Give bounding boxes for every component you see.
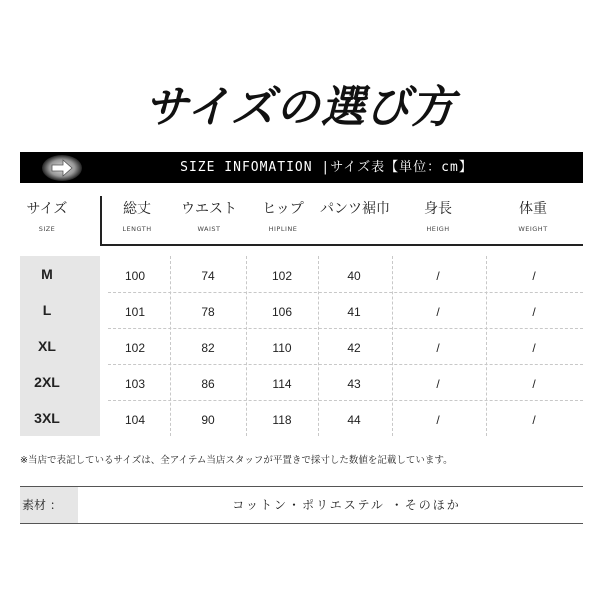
column-divider: [318, 256, 319, 436]
header-length-jp: 総丈: [123, 201, 151, 217]
column-divider: [170, 256, 171, 436]
header-weight-en: WEIGHT: [518, 225, 548, 233]
header-hip-jp: ヒップ: [262, 201, 304, 217]
column-divider: [486, 256, 487, 436]
weight-value: /: [532, 305, 536, 319]
waist-value: 74: [201, 269, 215, 283]
hem-value: 43: [347, 377, 361, 391]
material-value: コットン・ポリエステル ・そのほか: [232, 498, 461, 512]
height-value: /: [436, 341, 440, 355]
column-divider: [392, 256, 393, 436]
length-value: 101: [124, 305, 146, 319]
height-value: /: [436, 413, 440, 427]
header-hip: [248, 200, 318, 244]
length-value: 104: [124, 413, 146, 427]
header-size-en: SIZE: [38, 225, 56, 233]
banner-text: SIZE INFOMATION |サイズ表【単位：cm】: [180, 160, 473, 175]
header-length-en: LENGTH: [122, 225, 152, 233]
weight-value: /: [532, 269, 536, 283]
row-divider: [108, 328, 583, 329]
hem-value: 44: [347, 413, 361, 427]
header-underline: [100, 244, 583, 246]
length-value: 100: [124, 269, 146, 283]
measurement-note: ※当店で表記しているサイズは、全アイテム当店スタッフが平置きで採寸した数値を記載しています。: [20, 455, 453, 466]
header-weight: [490, 200, 576, 244]
header-waist-en: WAIST: [197, 225, 221, 233]
material-label-box: [20, 487, 78, 523]
hem-value: 40: [347, 269, 361, 283]
table-header: [20, 196, 583, 246]
height-value: /: [436, 269, 440, 283]
header-divider: [100, 196, 102, 246]
header-height: [398, 200, 478, 244]
page-title: サイズの選び方: [144, 82, 456, 133]
weight-value: /: [532, 341, 536, 355]
size-label: M: [41, 266, 53, 282]
hem-value: 42: [347, 341, 361, 355]
waist-value: 86: [201, 377, 215, 391]
header-weight-jp: 体重: [519, 201, 547, 217]
row-divider: [108, 364, 583, 365]
header-hem-jp: パンツ裾巾: [320, 201, 390, 217]
waist-value: 82: [201, 341, 215, 355]
hip-value: 114: [272, 377, 292, 391]
size-label: XL: [38, 338, 56, 354]
size-label: 3XL: [34, 410, 60, 426]
hip-value: 102: [271, 269, 293, 283]
length-value: 103: [124, 377, 146, 391]
size-label: L: [42, 302, 52, 318]
header-hem: [318, 200, 392, 244]
column-divider: [246, 256, 247, 436]
hip-value: 110: [272, 341, 292, 355]
height-value: /: [436, 377, 440, 391]
row-divider: [108, 400, 583, 401]
material-label: 素材 ：: [22, 498, 62, 512]
row-divider: [108, 292, 583, 293]
header-waist-jp: ウエスト: [181, 201, 237, 217]
header-size-jp: サイズ: [26, 201, 68, 217]
waist-value: 90: [201, 413, 215, 427]
length-value: 102: [124, 341, 146, 355]
header-length: [108, 200, 166, 244]
waist-value: 78: [201, 305, 215, 319]
header-height-jp: 身長: [424, 201, 452, 217]
size-table: [20, 256, 583, 436]
hip-value: 118: [272, 413, 292, 427]
header-waist: [170, 200, 248, 244]
hip-value: 106: [271, 305, 293, 319]
header-hip-en: HIPLINE: [268, 225, 298, 233]
hem-value: 41: [347, 305, 361, 319]
size-label: 2XL: [34, 374, 60, 390]
material-section: [20, 486, 583, 524]
weight-value: /: [532, 377, 536, 391]
header-size: [20, 200, 74, 244]
header-height-en: HEIGH: [426, 225, 450, 233]
size-info-banner: [20, 152, 583, 183]
height-value: /: [436, 305, 440, 319]
weight-value: /: [532, 413, 536, 427]
